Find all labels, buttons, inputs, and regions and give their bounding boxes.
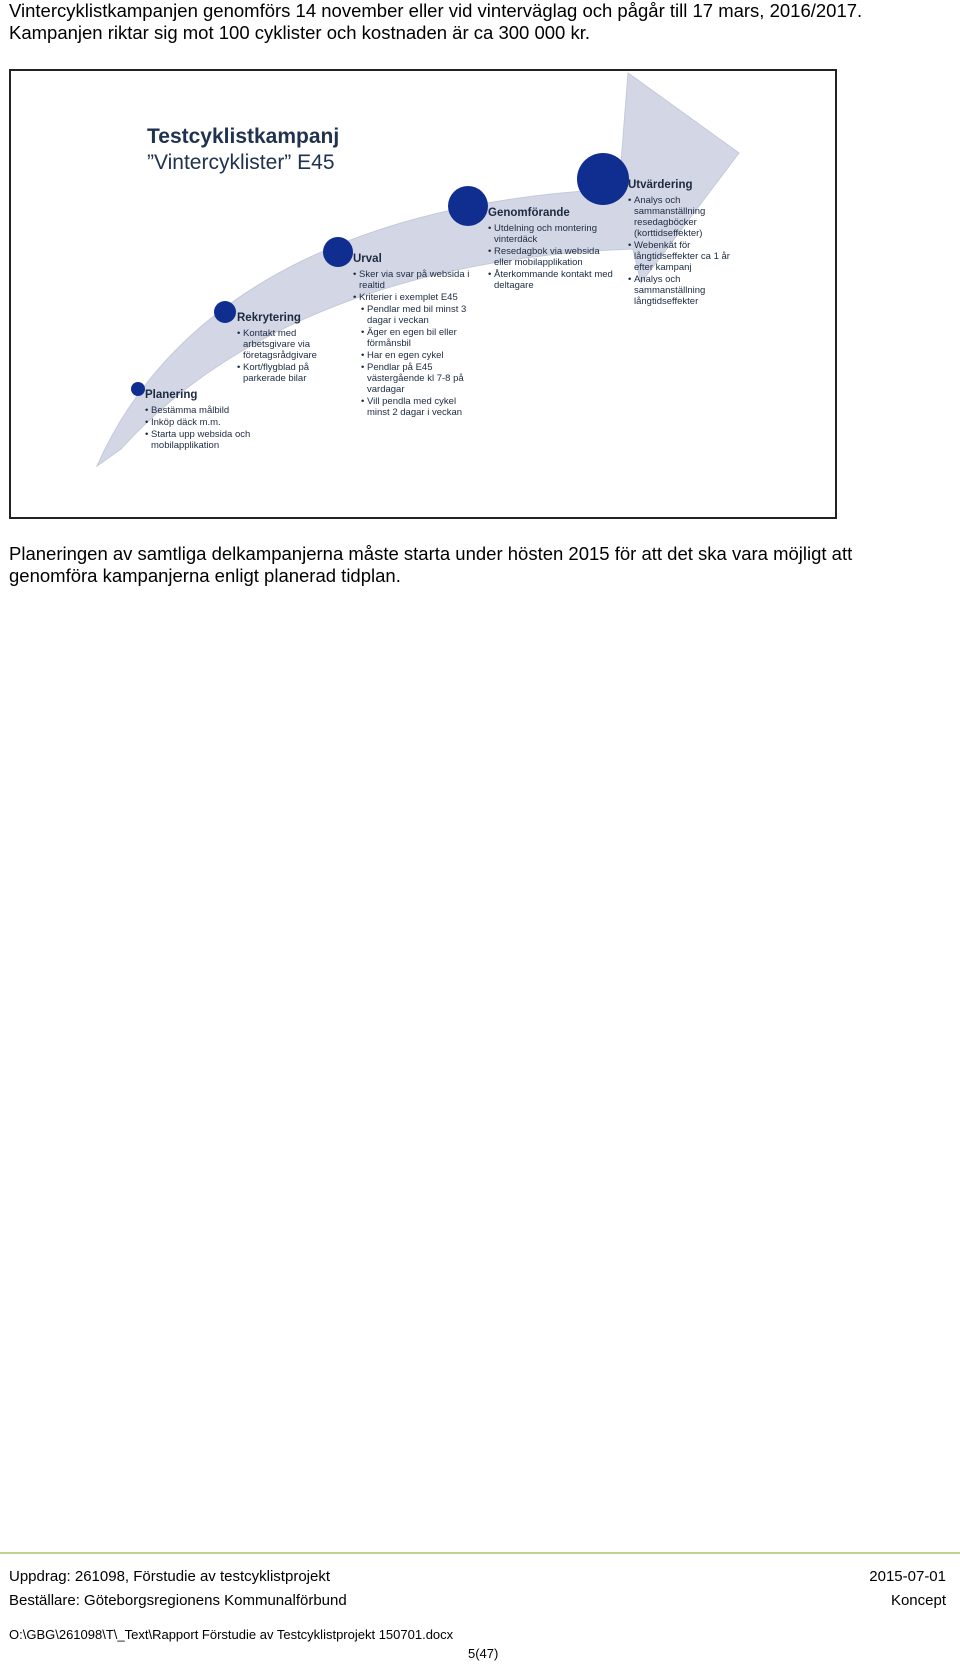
stage-item: • Analys och sammanställning resedagböcker (korttidseffekter) [628,195,738,239]
stage-item: • Återkommande kontakt med deltagare [488,269,613,291]
body-line-2: genomföra kampanjerna enligt planerad tidplan. [9,565,401,586]
stage-urval [353,252,478,419]
stage-title: Rekrytering [237,312,301,324]
stage-dot-utvardering [577,153,629,205]
stage-item: • Bestämma målbild [145,405,255,416]
stage-item: • Pendlar med bil minst 3 dagar i veckan [353,304,478,326]
footer-assignment: Uppdrag: 261098, Förstudie av testcyklistprojekt [9,1568,330,1585]
stage-item: • Pendlar på E45 västergående kl 7-8 på vardagar [353,362,478,395]
stage-item: • Webenkät för långtidseffekter ca 1 år efter kampanj [628,240,738,273]
stage-item: • Utdelning och montering vinterdäck [488,223,613,245]
stage-title: Urval [353,253,382,265]
stage-planering [145,388,255,452]
page-number: 5(47) [468,1646,499,1661]
body-line-1: Planeringen av samtliga delkampanjerna måste starta under hösten 2015 för att det ska vara möjligt att [9,543,853,564]
footer-divider [0,1552,960,1554]
footer-status: Koncept [890,1592,946,1609]
stage-item: • Sker via svar på websida i realtid [353,269,478,291]
stage-item: • Resedagbok via websida eller mobilapplikation [488,246,613,268]
stage-utvardering [628,178,738,308]
campaign-process-figure [9,69,837,519]
stage-dot-rekrytering [214,301,236,323]
stage-item: • Analys och sammanställning långtidseffekter [628,274,738,307]
stage-dot-genomforande [448,186,488,226]
stage-dot-planering [131,382,145,396]
stage-item: • Har en egen cykel [353,350,478,361]
footer-file-path: O:\GBG\261098\T\_Text\Rapport Förstudie av Testcyklistprojekt 150701.docx [9,1627,454,1642]
intro-paragraph [9,0,949,44]
stage-item: • Kriterier i exemplet E45 [353,292,478,303]
figure-title: Testcyklistkampanj [147,125,340,148]
figure-subtitle: ”Vintercyklister” E45 [147,151,335,174]
stage-item: • Kontakt med arbetsgivare via företagsrådgivare [237,328,337,361]
footer-date: 2015-07-01 [869,1568,946,1585]
intro-line-1: Vintercyklistkampanjen genomförs 14 november eller vid vinterväglag och pågår till 17 mars, 2016/2017. [9,0,863,21]
intro-line-2: Kampanjen riktar sig mot 100 cyklister och kostnaden är ca 300 000 kr. [9,22,590,43]
stage-item: • Starta upp websida och mobilapplikation [145,429,255,451]
stage-title: Planering [145,389,198,401]
stage-item: • Inköp däck m.m. [145,417,255,428]
stage-item: • Äger en egen bil eller förmånsbil [353,327,478,349]
stage-title: Utvärdering [628,179,693,191]
stage-genomforande [488,206,613,292]
stage-rekrytering [237,311,337,385]
stage-item: • Kort/flygblad på parkerade bilar [237,362,337,384]
body-paragraph [9,543,949,587]
footer-client: Beställare: Göteborgsregionens Kommunalförbund [9,1592,347,1609]
stage-dot-urval [323,237,353,267]
stage-title: Genomförande [488,207,570,219]
stage-item: • Vill pendla med cykel minst 2 dagar i veckan [353,396,478,418]
